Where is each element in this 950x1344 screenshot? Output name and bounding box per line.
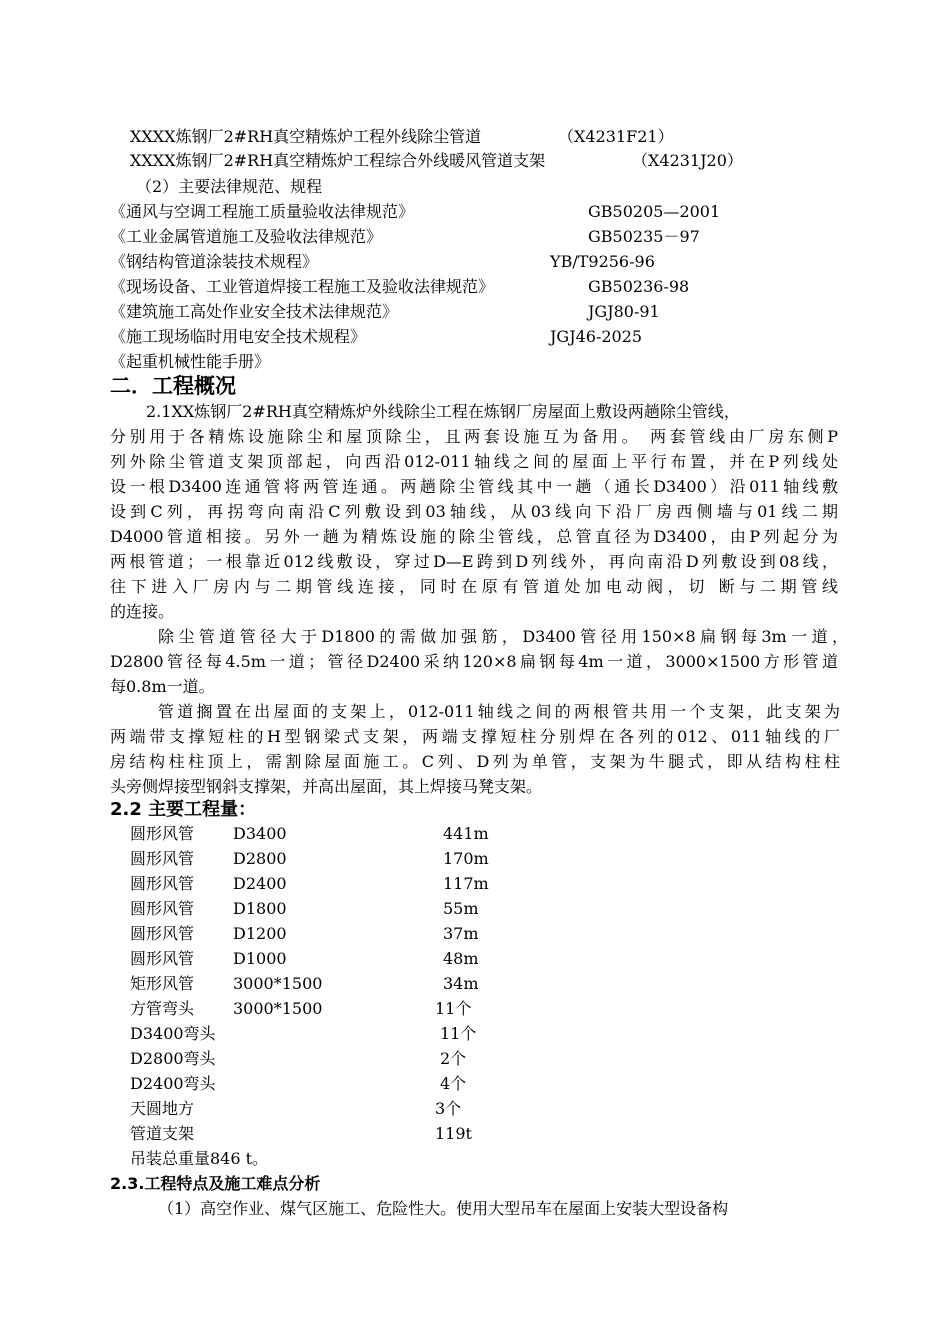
quantity-spec: D1800 (233, 899, 287, 918)
paragraph-line: 每0.8m一道。 (110, 677, 215, 696)
quantity-spec: D2800 (233, 849, 287, 868)
paragraph-line: 往下进入厂房内与二期管线连接，同时在原有管道处加电动阀，切 断与二期管线 (110, 577, 838, 596)
quantity-item: 圆形风管 (130, 899, 195, 918)
regulation-code: JGJ46-2025 (550, 327, 643, 346)
quantity-item: 圆形风管 (130, 874, 195, 893)
paragraph-line: 设一根D3400连通管将两管连通。两趟除尘管线其中一趟（通长D3400）沿011轴线敷 (110, 477, 838, 496)
regulation-name: 《建筑施工高处作业安全技术法律规范》 (110, 302, 399, 321)
quantity-item: 管道支架 (130, 1124, 195, 1143)
regulation-name: 《起重机械性能手册》 (110, 352, 271, 371)
quantity-item: D2400弯头 (130, 1074, 216, 1093)
quantity-item: 圆形风管 (130, 924, 195, 943)
paragraph-line: 设到C列，再拐弯向南沿C列敷设到03轴线，从03线向下沿厂房西侧墙与01线二期 (110, 502, 838, 521)
drawing-ref-2-title: XXXX炼钢厂2#RH真空精炼炉工程综合外线暖风管道支架 (130, 151, 546, 170)
paragraph-line: 两端带支撑短柱的H型钢梁式支架，两端支撑短柱分别焊在各列的012、011轴线的厂 (110, 727, 840, 746)
quantity-value: 11个 (435, 999, 472, 1018)
quantity-value: 2个 (440, 1049, 467, 1068)
quantity-item: 天圆地方 (130, 1099, 195, 1118)
quantity-spec: D1200 (233, 924, 287, 943)
quantity-spec: 3000*1500 (233, 974, 323, 993)
paragraph-line: D4000管道相接。另外一趟为精炼设施的除尘管线，总管直径为D3400，由P列起分为 (110, 527, 838, 546)
regulation-name: 《工业金属管道施工及验收法律规范》 (110, 227, 383, 246)
section-title-overview: 二．工程概况 (110, 374, 236, 398)
quantity-value: 117m (443, 874, 489, 893)
paragraph-line: 2.1XX炼钢厂2#RH真空精炼炉外线除尘工程在炼钢厂房屋面上敷设两趟除尘管线， (146, 402, 740, 421)
paragraph-line: D2800管径每4.5m一道；管径D2400采纳120×8扁钢每4m一道，3000×1500方形管道 (110, 652, 838, 671)
section-title-analysis: 2.3.工程特点及施工难点分析 (110, 1174, 321, 1193)
paragraph-line: 管道搁置在出屋面的支架上，012-011轴线之间的两根管共用一个支架，此支架为 (158, 702, 840, 721)
quantity-spec: D3400 (233, 824, 287, 843)
paragraph-line: （1）高空作业、煤气区施工、危险性大。使用大型吊车在屋面上安装大型设备构 (158, 1199, 729, 1218)
quantity-item: 圆形风管 (130, 849, 195, 868)
paragraph-line: 头旁侧焊接型钢斜支撑架，并高出屋面，其上焊接马凳支架。 (110, 777, 543, 796)
quantity-value: 4个 (440, 1074, 467, 1093)
section-title-quantities: 2.2 主要工程量： (110, 799, 257, 820)
regulation-code: GB50235－97 (588, 227, 700, 246)
quantity-value: 34m (443, 974, 479, 993)
regulation-code: GB50205—2001 (588, 202, 721, 221)
paragraph-line: 房结构柱柱顶上，需割除屋面施工。C列、D列为单管，支架为牛腿式，即从结构柱柱 (110, 752, 840, 771)
quantity-spec: D1000 (233, 949, 287, 968)
quantity-item: D3400弯头 (130, 1024, 216, 1043)
regulation-code: YB/T9256-96 (550, 252, 655, 271)
quantity-spec: 3000*1500 (233, 999, 323, 1018)
quantity-value: 37m (443, 924, 479, 943)
quantity-value: 11个 (440, 1024, 477, 1043)
paragraph-line: 分别用于各精炼设施除尘和屋顶除尘，且两套设施互为备用。 两套管线由厂房东侧P (110, 427, 838, 446)
drawing-ref-1-title: XXXX炼钢厂2#RH真空精炼炉工程外线除尘管道 (130, 127, 482, 146)
regulation-name: 《现场设备、工业管道焊接工程施工及验收法律规范》 (110, 277, 495, 296)
quantity-value: 441m (443, 824, 489, 843)
total-weight: 吊装总重量846 t。 (130, 1149, 269, 1168)
quantity-value: 3个 (435, 1099, 462, 1118)
quantity-item: 圆形风管 (130, 824, 195, 843)
quantity-spec: D2400 (233, 874, 287, 893)
paragraph-line: 的连接。 (110, 602, 175, 621)
regulation-code: GB50236-98 (588, 277, 690, 296)
quantity-item: D2800弯头 (130, 1049, 216, 1068)
quantity-value: 170m (443, 849, 489, 868)
drawing-ref-1-code: （X4231F21） (558, 127, 674, 146)
regulation-code: JGJ80-91 (588, 302, 660, 321)
quantity-item: 圆形风管 (130, 949, 195, 968)
drawing-ref-2-code: （X4231J20） (632, 151, 743, 170)
quantity-item: 矩形风管 (130, 974, 195, 993)
regulation-name: 《通风与空调工程施工质量验收法律规范》 (110, 202, 415, 221)
quantity-value: 48m (443, 949, 479, 968)
quantity-value: 119t (435, 1124, 472, 1143)
paragraph-line: 两根管道；一根靠近012线敷设，穿过D—E跨到D列线外，再向南沿D列敷设到08线， (110, 552, 838, 571)
quantity-item: 方管弯头 (130, 999, 195, 1018)
regulations-heading: （2）主要法律规范、规程 (136, 177, 323, 196)
quantity-value: 55m (443, 899, 479, 918)
regulation-name: 《施工现场临时用电安全技术规程》 (110, 327, 367, 346)
paragraph-line: 列外除尘管道支架顶部起，向西沿012-011轴线之间的屋面上平行布置，并在P列线处 (110, 452, 838, 471)
regulation-name: 《钢结构管道涂装技术规程》 (110, 252, 319, 271)
paragraph-line: 除尘管道管径大于D1800的需做加强筋，D3400管径用150×8扁钢每3m一道， (158, 627, 848, 646)
